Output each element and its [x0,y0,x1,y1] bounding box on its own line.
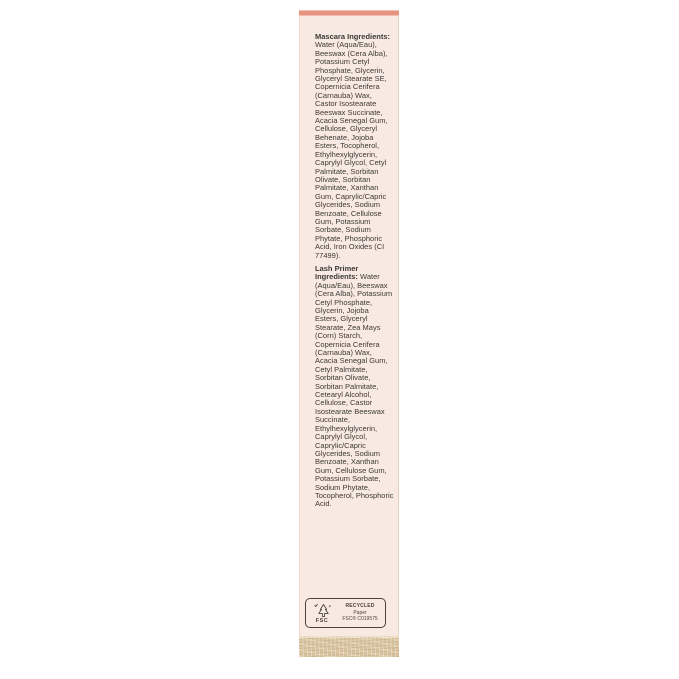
fsc-certification-label [305,598,386,628]
ingredients-section-mascara [315,33,394,260]
fsc-logo [309,603,335,624]
fsc-logo-text: FSC [315,617,329,624]
section-body: Water (Aqua/Eau), Beeswax (Cera Alba), Potassium Cetyl Phosphate, Glycerin, Jojoba Esters, Glyceryl Stearate, Zea Mays (Corn) Starch, Copernicia Cerifera (Carnauba) Wax, Acacia Senegal Gum, Cetyl Palmitate, Sorbitan Olivate, Sorbitan Palmitate, Cetearyl Alcohol, Cellulose, Castor Isostearate Beeswax Succinate, Ethylhexylglycerin, Caprylyl Glycol, Caprylic/Capric Glycerides, Sodium Benzoate, Xanthan Gum, Cellulose Gum, Potassium Sorbate, Sodium Phytate, Tocopherol, Phosphoric Acid. [315,272,394,509]
ingredients-section-lash-primer [315,265,394,509]
section-body: Water (Aqua/Eau), Beeswax (Cera Alba), Potassium Cetyl Phosphate, Glycerin, Glyceryl Stearate SE, Copernicia Cerifera (Carnauba) Wax, Castor Isostearate Beeswax Succinate, Acacia Senegal Gum, Cellulose, Glyceryl Behenate, Jojoba Esters, Tocopherol, Ethylhexylglycerin, Caprylyl Glycol, Cetyl Palmitate, Sorbitan Olivate, Sorbitan Palmitate, Xanthan Gum, Caprylic/Capric Glycerides, Sodium Benzoate, Cellulose Gum, Potassium Sorbate, Sodium Phytate, Phosphoric Acid, Iron Oxides (CI 77499). [315,40,388,260]
section-heading: Lash Primer Ingredients: [315,263,359,282]
section-heading: Mascara Ingredients: [315,32,391,41]
mascara-box-back-panel [299,10,399,657]
fsc-label-text [337,603,383,623]
ingredients-text-block [299,16,399,509]
fsc-paper-line: Paper [353,609,367,616]
fsc-tree-icon [313,603,332,618]
box-kraft-cardboard-bottom [299,636,399,657]
fsc-recycled-line: RECYCLED [345,603,375,610]
fsc-license-code: FSC® C019575 [342,616,378,623]
